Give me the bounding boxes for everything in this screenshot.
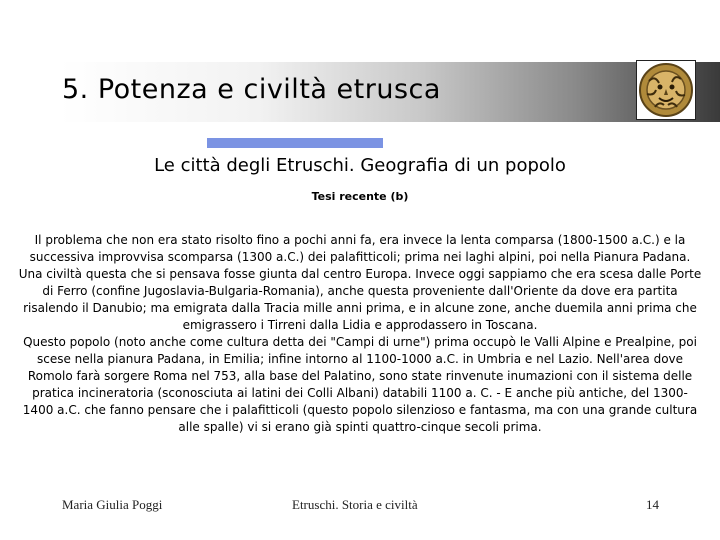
paragraph-1: Il problema che non era stato risolto fino a pochi anni fa, era invece la lenta comparsa (1800-1500 a.C.) e la successiva improvvisa scomparsa (1300 a.C.) dei palafitticoli; prima nei laghi alpini, poi nella Pianura Padana. Una civiltà questa che si pensava fosse giunta dal centro Europa. Invece oggi sappiamo che era scesa dalle Porte di Ferro (confine Jugoslavia-Bulgaria-Romania), anche questa proveniente dall'Oriente da dove era partita risalendo il Danubio; ma emigrata dalla Tracia mille anni prima, e in alcune zone, anche duemila anni prima che emigrassero i Tirreni dalla Lidia e approdassero in Toscana. — [18, 233, 702, 332]
accent-bar — [207, 138, 383, 148]
footer-author: Maria Giulia Poggi — [62, 497, 163, 512]
body-text — [18, 232, 702, 436]
thesis-tag: Tesi recente (b) — [311, 190, 409, 203]
slide-title: 5. Potenza e civiltà etrusca — [62, 74, 441, 105]
footer-center: Etruschi. Storia e civiltà — [292, 497, 418, 512]
footer-page-number: 14 — [646, 497, 659, 512]
paragraph-2: Questo popolo (noto anche come cultura detta dei "Campi di urne") prima occupò le Valli Alpine e Prealpine, poi scese nella pianura Padana, in Emilia; infine intorno al 1100-1000 a.C. in Umbria e nel Lazio. Nell'area dove Romolo farà sorgere Roma nel 753, alla base del Palatino, sono state rinvenute inumazioni con il sistema delle pratica incineratoria (sconosciuta ai latini dei Colli Albani) databili 1100 a. C. - E anche più antiche, del 1300-1400 a.C. che fanno pensare che i palafitticoli (questo popolo silenzioso e fantasma, ma con una grande cultura alle spalle) vi si erano già spinti quattro-cinque secoli prima. — [22, 335, 698, 434]
slide-subtitle: Le città degli Etruschi. Geografia di un popolo — [154, 155, 566, 176]
etruscan-medusa-coin-icon — [636, 60, 696, 120]
